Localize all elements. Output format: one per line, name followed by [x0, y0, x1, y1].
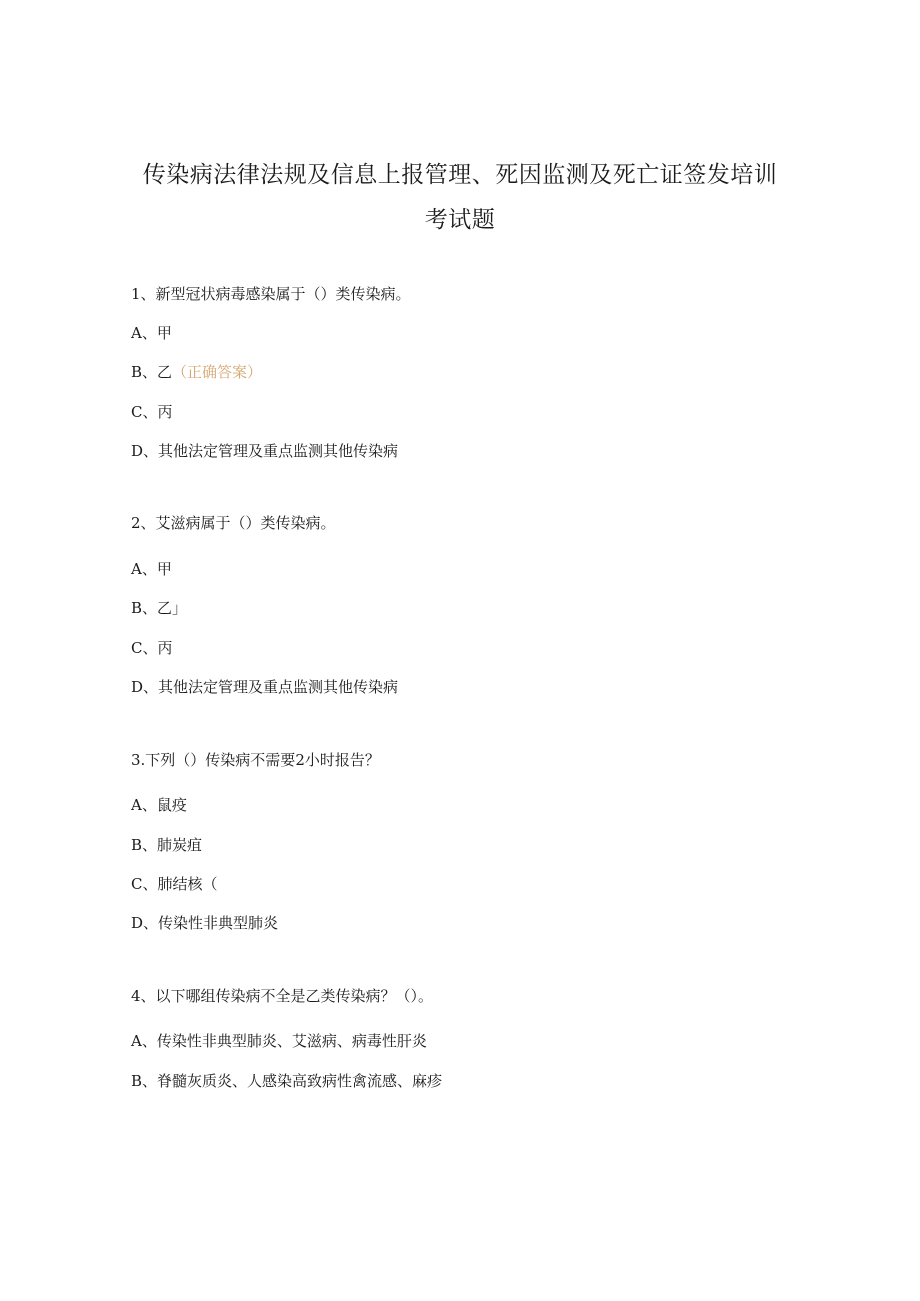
title-line-1: 传染病法律法规及信息上报管理、死因监测及死亡证签发培训 [142, 162, 778, 188]
option-a: A、鼠疫 [131, 796, 187, 814]
option-a: A、传染性非典型肺炎、艾滋病、病毒性肝炎 [131, 1032, 427, 1050]
question-stem: 2、艾滋病属于（）类传染病。 [131, 514, 336, 532]
option-d: D、其他法定管理及重点监测其他传染病 [131, 442, 399, 460]
option-text: B、乙 [131, 363, 173, 381]
option-c: C、丙 [131, 403, 173, 421]
option-b [131, 361, 262, 382]
title-line-2: 考试题 [424, 207, 496, 233]
option-d: D、传染性非典型肺炎 [131, 914, 279, 932]
question-stem: 3.下列（）传染病不需要2小时报告？ [131, 751, 380, 769]
option-a: A、甲 [131, 560, 172, 578]
option-d: D、其他法定管理及重点监测其他传染病 [131, 678, 399, 696]
option-c: C、肺结核（ [131, 875, 218, 893]
option-b: B、脊髓灰质炎、人感染高致病性禽流感、麻疹 [131, 1072, 443, 1090]
option-b: B、肺炭疽 [131, 836, 203, 854]
option-a: A、甲 [131, 324, 172, 342]
question-stem: 1、新型冠状病毒感染属于（）类传染病。 [131, 285, 411, 303]
question-stem: 4、以下哪组传染病不全是乙类传染病？（）。 [131, 987, 434, 1005]
correct-answer-mark: （正确答案） [172, 363, 263, 381]
option-b: B、乙」 [131, 599, 188, 617]
option-c: C、丙 [131, 639, 173, 657]
